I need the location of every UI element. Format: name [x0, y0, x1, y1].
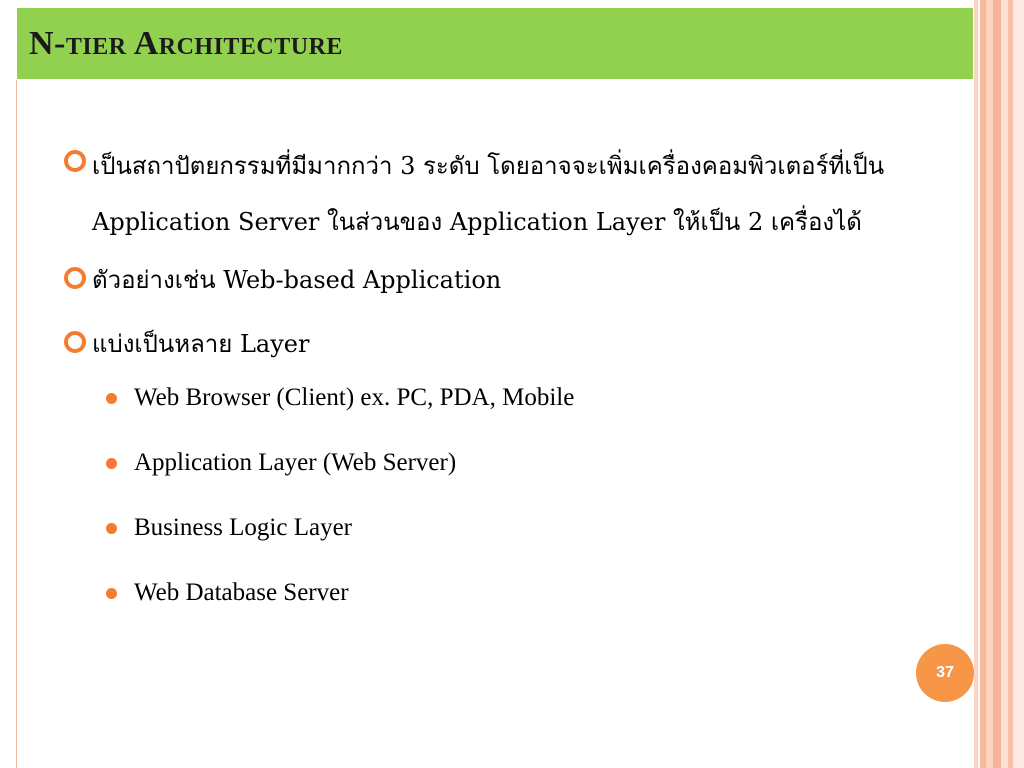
decor-stripe: [1001, 0, 1008, 768]
page-number: 37: [936, 664, 954, 681]
bullet-item: [62, 316, 902, 372]
decor-stripe: [1013, 0, 1024, 768]
bullet-item: [62, 252, 902, 308]
bullet-text: ตัวอย่างเช่น Web-based Application: [92, 266, 502, 294]
sub-bullet-list: [62, 382, 902, 609]
decor-stripe: [993, 0, 1001, 768]
sub-bullet-text: Web Database Server: [134, 579, 349, 606]
sub-bullet-item: [106, 382, 902, 414]
dot-bullet-icon: [106, 393, 117, 404]
slide-content: [62, 138, 902, 642]
decor-stripe: [974, 0, 978, 768]
decor-stripe: [986, 0, 993, 768]
bullet-text: แบ่งเป็นหลาย Layer: [92, 330, 310, 358]
dot-bullet-icon: [106, 588, 117, 599]
bullet-item: [62, 138, 902, 250]
slide-title: N-tier Architecture: [29, 25, 343, 62]
dot-bullet-icon: [106, 523, 117, 534]
circle-bullet-icon: [64, 150, 86, 172]
circle-bullet-icon: [64, 267, 86, 289]
page-number-badge: [916, 644, 974, 702]
sub-bullet-item: [106, 577, 902, 609]
sub-bullet-item: [106, 512, 902, 544]
dot-bullet-icon: [106, 458, 117, 469]
left-border-line: [16, 80, 17, 768]
sub-bullet-item: [106, 447, 902, 479]
sub-bullet-text: Application Layer (Web Server): [134, 449, 457, 476]
title-bar: [17, 8, 973, 79]
bullet-text: เป็นสถาปัตยกรรมที่มีมากกว่า 3 ระดับ โดยอาจจะเพิ่มเครื่องคอมพิวเตอร์ที่เป็น Application Server ในส่วนของ Application Layer ให้เป็น 2 เครื่องได้: [92, 152, 885, 236]
sub-bullet-text: Web Browser (Client) ex. PC, PDA, Mobile: [134, 384, 575, 411]
circle-bullet-icon: [64, 331, 86, 353]
sub-bullet-text: Business Logic Layer: [134, 514, 353, 541]
